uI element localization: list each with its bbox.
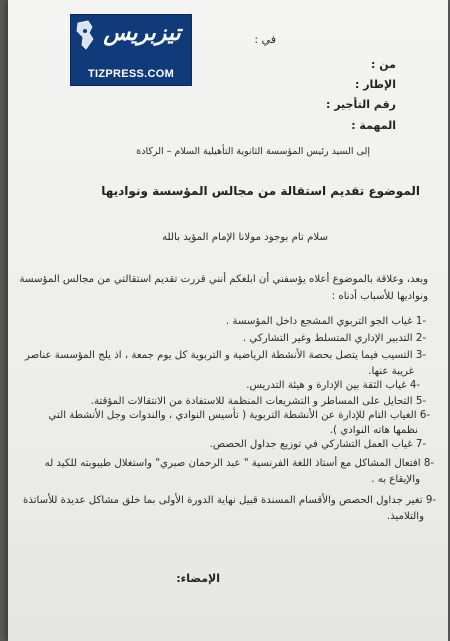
field-position: الإطار : [354, 78, 396, 91]
field-task: المهمة : [351, 119, 396, 132]
reason-text: غياب الجو التربوي المشجع داخل المؤسسة . [225, 316, 413, 327]
reason-number: -5 [415, 396, 426, 407]
subject-line [101, 184, 420, 198]
reason-item [49, 410, 430, 421]
reason-text: التدبير الإداري المتسلط وغير التشاركي . [242, 333, 413, 344]
greeting-line: سلام تام بوجود مولانا الإمام المؤيد بالله [162, 232, 328, 243]
logo-latin-text: TIZPRESS.COM [87, 68, 175, 80]
logo-arabic-text: تيزبريس [103, 21, 181, 46]
map-emblem-icon [74, 19, 96, 53]
intro-line-1: وبعد، وعلاقة بالموضوع أعلاه يؤسفني أن ابلغكم أنني قررت تقديم استقالتي من مجالس المؤسسة [19, 274, 428, 285]
reason-item [45, 458, 434, 469]
reason-item [243, 333, 426, 344]
reason-text: افتعال المشاكل مع أستاذ اللغة الفرنسية " عبد الرحمان صبري" واستغلال طيبوبته للكيد له [44, 458, 421, 469]
reason-text-continued: نظمها هاته النوادي ). [329, 425, 418, 436]
signature-label: الإمضاء: [176, 572, 220, 585]
date-line [254, 33, 276, 46]
reason-text-continued: والإيقاع به . [371, 474, 420, 485]
reason-text: التحايل على المساطر و التشريعات المنظمة للاستفادة من الانتقالات المؤقتة. [90, 396, 413, 407]
reason-text: الغياب التام للإدارة عن الأنشطة التربوية ( تأسيس النوادي ، والندوات وجل الأنشطة التي [48, 410, 417, 421]
reason-number: -1 [415, 316, 426, 327]
reason-item [246, 380, 420, 391]
reason-number: -6 [419, 410, 430, 421]
reason-text: التسيب فيما يتصل بحصة الأنشطة الرياضية و التربوية كل يوم جمعة ، اذ يلج المؤسسة عناصر [25, 350, 413, 361]
field-id-number: رقم التأجير : [325, 98, 396, 111]
intro-line-2: ونواديها للأسباب أدناه : [331, 291, 428, 302]
reason-number: -9 [425, 495, 436, 506]
reason-text: غياب الثقة بين الإدارة و هيئة التدريس. [246, 380, 407, 391]
reason-number: -3 [415, 350, 426, 361]
reason-text: غياب العمل التشاركي في توزيع جداول الحصص. [209, 439, 413, 450]
reason-item [226, 316, 426, 327]
reason-text: تغير جداول الحصص والأقسام المسندة قبيل نهاية الدورة الأولى بما خلق مشاكل عديدة للأساتذة [23, 495, 423, 506]
document-page [8, 0, 448, 641]
reason-item [91, 396, 426, 407]
reason-item [210, 439, 426, 450]
subject-label: الموضوع [368, 184, 420, 198]
reason-number: -4 [409, 380, 420, 391]
date-prefix: في : [254, 33, 276, 46]
reason-number: -2 [415, 333, 426, 344]
subject-text: تقديم استقالة من مجالس المؤسسة ونواديها [101, 184, 365, 198]
reason-text-continued: والتلاميذ. [386, 511, 424, 522]
reason-item [23, 495, 436, 506]
reason-number: -7 [415, 439, 426, 450]
recipient-line: إلى السيد رئيس المؤسسة الثانوية التأهيلية السلام – الركادة [136, 146, 370, 157]
reason-item [25, 350, 426, 361]
reason-text-continued: غريبة عنها. [368, 366, 414, 377]
tizpress-logo [70, 14, 192, 86]
field-from: من : [371, 58, 396, 71]
reason-number: -8 [423, 458, 434, 469]
